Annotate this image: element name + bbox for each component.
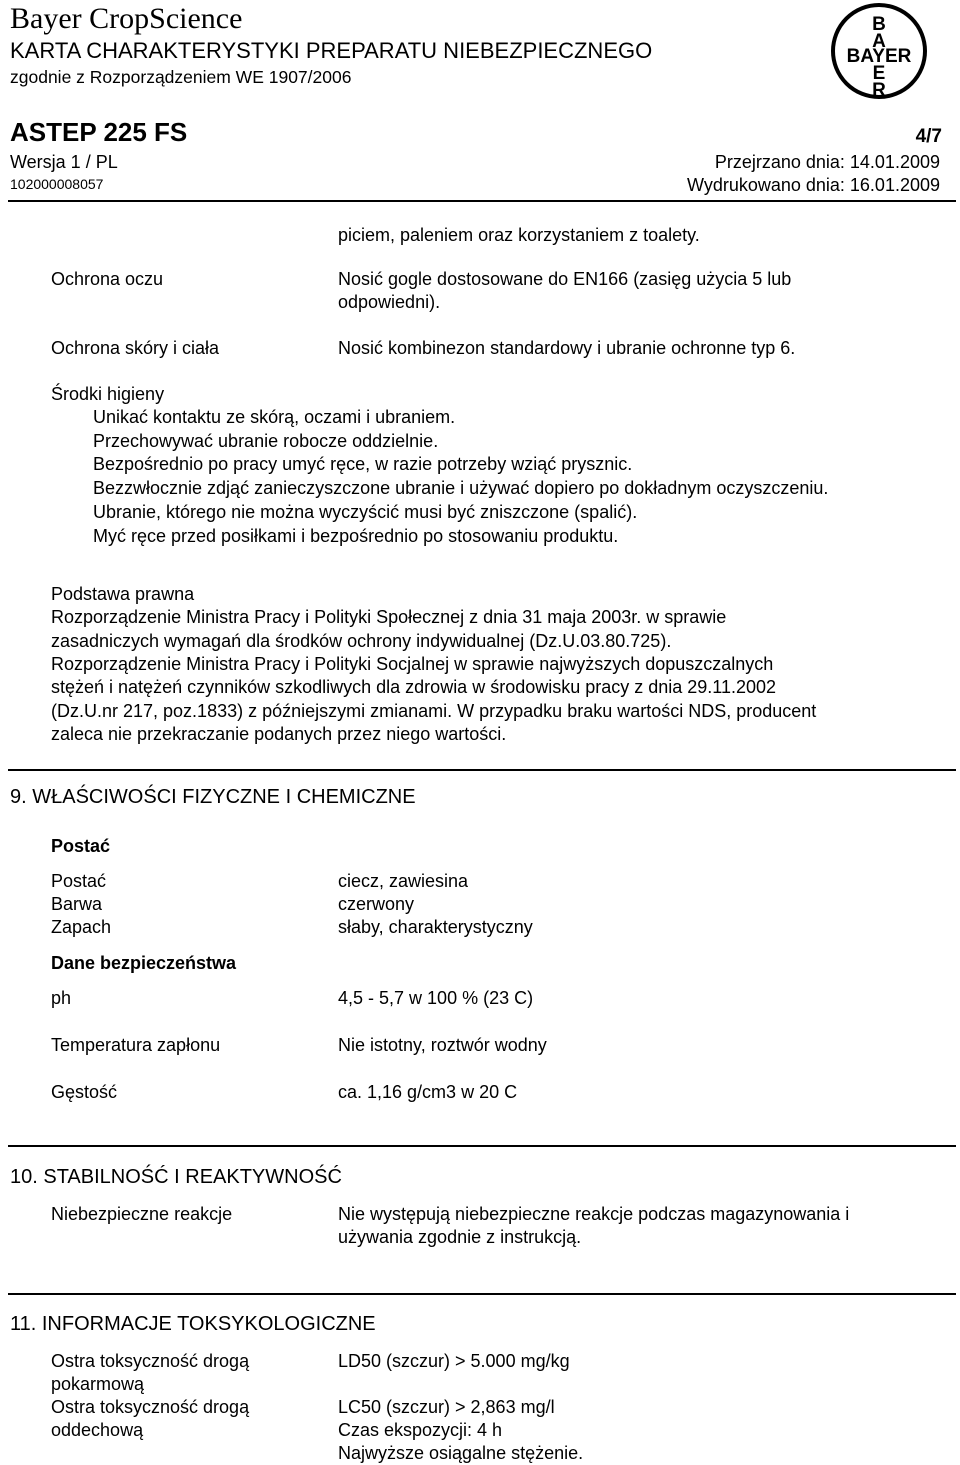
page-number: 4/7 [915, 126, 942, 147]
brand-name: Bayer CropScience [10, 2, 243, 35]
hazardous-reactions-label: Niebezpieczne reakcje [51, 1204, 233, 1224]
logo-letter-b: B [872, 14, 886, 35]
color-label: Barwa [51, 894, 103, 914]
flash-point-value: Nie istotny, roztwór wodny [338, 1035, 547, 1055]
document-code: 102000008057 [10, 176, 104, 192]
regulation-reference: zgodnie z Rozporządzeniem WE 1907/2006 [10, 67, 352, 87]
eye-protection-value-line1: Nosić gogle dostosowane do EN166 (zasięg użycia 5 lub [338, 269, 792, 289]
legal-basis-line: (Dz.U.nr 217, poz.1833) z późniejszymi zmianami. W przypadku braku wartości NDS, producent [51, 701, 817, 721]
hygiene-line: Przechowywać ubranie robocze oddzielnie. [93, 431, 439, 451]
form-value: ciecz, zawiesina [338, 871, 469, 891]
legal-basis-line: Rozporządzenie Ministra Pracy i Polityki Społecznej z dnia 31 maja 2003r. w sprawie [51, 607, 727, 627]
ph-value: 4,5 - 5,7 w 100 % (23 C) [338, 988, 534, 1008]
hygiene-line: Bezpośrednio po pracy umyć ręce, w razie potrzeby wziąć prysznic. [93, 454, 633, 474]
eye-protection-value-line2: odpowiedni). [338, 292, 441, 312]
legal-basis-line: zasadniczych wymagań dla środków ochrony indywidualnej (Dz.U.03.80.725). [51, 631, 672, 651]
section-divider [8, 769, 956, 771]
section11-title: 11. INFORMACJE TOKSYKOLOGICZNE [10, 1313, 376, 1335]
hygiene-title: Środki higieny [51, 384, 165, 404]
inhalation-toxicity-label-line1: Ostra toksyczność drogą [51, 1397, 250, 1417]
hazardous-reactions-value-line2: używania zgodnie z instrukcją. [338, 1227, 582, 1247]
skin-protection-label: Ochrona skóry i ciała [51, 338, 220, 358]
odor-value: słaby, charakterystyczny [338, 917, 533, 937]
density-value: ca. 1,16 g/cm3 w 20 C [338, 1082, 518, 1102]
oral-toxicity-label-line2: pokarmową [51, 1374, 145, 1394]
document-title: KARTA CHARAKTERYSTYKI PREPARATU NIEBEZPIECZNEGO [10, 38, 653, 63]
printed-date: Wydrukowano dnia: 16.01.2009 [686, 175, 940, 195]
inhalation-toxicity-value-line2: Czas ekspozycji: 4 h [338, 1420, 503, 1440]
section10-title: 10. STABILNOŚĆ I REAKTYWNOŚĆ [10, 1166, 342, 1188]
bayer-cross-logo [830, 2, 928, 100]
legal-basis-line: zaleca nie przekraczanie podanych przez niego wartości. [51, 724, 507, 744]
hazardous-reactions-value-line1: Nie występują niebezpieczne reakcje podczas magazynowania i [338, 1204, 850, 1224]
safety-data-heading: Dane bezpieczeństwa [51, 953, 237, 973]
logo-word-bayer: BAYER [846, 46, 912, 67]
section-divider [8, 1293, 956, 1295]
logo-letter-a: A [872, 31, 886, 52]
hygiene-line: Unikać kontaktu ze skórą, oczami i ubraniem. [93, 407, 456, 427]
inhalation-toxicity-label-line2: oddechową [51, 1420, 144, 1440]
ph-label: ph [51, 988, 72, 1008]
inhalation-toxicity-value-line1: LC50 (szczur) > 2,863 mg/l [338, 1397, 555, 1417]
hygiene-line: Ubranie, którego nie można wyczyścić musi być zniszczone (spalić). [93, 502, 638, 522]
form-heading: Postać [51, 836, 111, 856]
hygiene-line: Myć ręce przed posiłkami i bezpośrednio po stosowaniu produktu. [93, 526, 619, 546]
legal-basis-line: stężeń i natężeń czynników szkodliwych dla zdrowia w środowisku pracy z dnia 29.11.2002 [51, 677, 777, 697]
skin-protection-value: Nosić kombinezon standardowy i ubranie ochronne typ 6. [338, 338, 796, 358]
section9-title: 9. WŁAŚCIWOŚCI FIZYCZNE I CHEMICZNE [10, 786, 416, 808]
flash-point-label: Temperatura zapłonu [51, 1035, 221, 1055]
inhalation-toxicity-value-line3: Najwyższe osiągalne stężenie. [338, 1443, 584, 1463]
section-divider [8, 1145, 956, 1147]
version-label: Wersja 1 / PL [10, 152, 118, 172]
oral-toxicity-value: LD50 (szczur) > 5.000 mg/kg [338, 1351, 570, 1371]
form-label: Postać [51, 871, 107, 891]
header-divider [8, 200, 956, 202]
revised-date: Przejrzano dnia: 14.01.2009 [714, 152, 940, 172]
odor-label: Zapach [51, 917, 112, 937]
oral-toxicity-label-line1: Ostra toksyczność drogą [51, 1351, 250, 1371]
legal-basis-line: Rozporządzenie Ministra Pracy i Polityki Socjalnej w sprawie najwyższych dopuszczalnych [51, 654, 774, 674]
density-label: Gęstość [51, 1082, 118, 1102]
color-value: czerwony [338, 894, 415, 914]
hygiene-line: Bezzwłocznie zdjąć zanieczyszczone ubranie i używać dopiero po dokładnym oczyszczeniu. [93, 478, 829, 498]
continued-text: piciem, paleniem oraz korzystaniem z toalety. [338, 225, 700, 245]
logo-letter-r: R [872, 80, 886, 100]
legal-basis-title: Podstawa prawna [51, 584, 195, 604]
logo-letter-e: E [872, 63, 886, 84]
eye-protection-label: Ochrona oczu [51, 269, 164, 289]
product-name: ASTEP 225 FS [10, 117, 188, 147]
